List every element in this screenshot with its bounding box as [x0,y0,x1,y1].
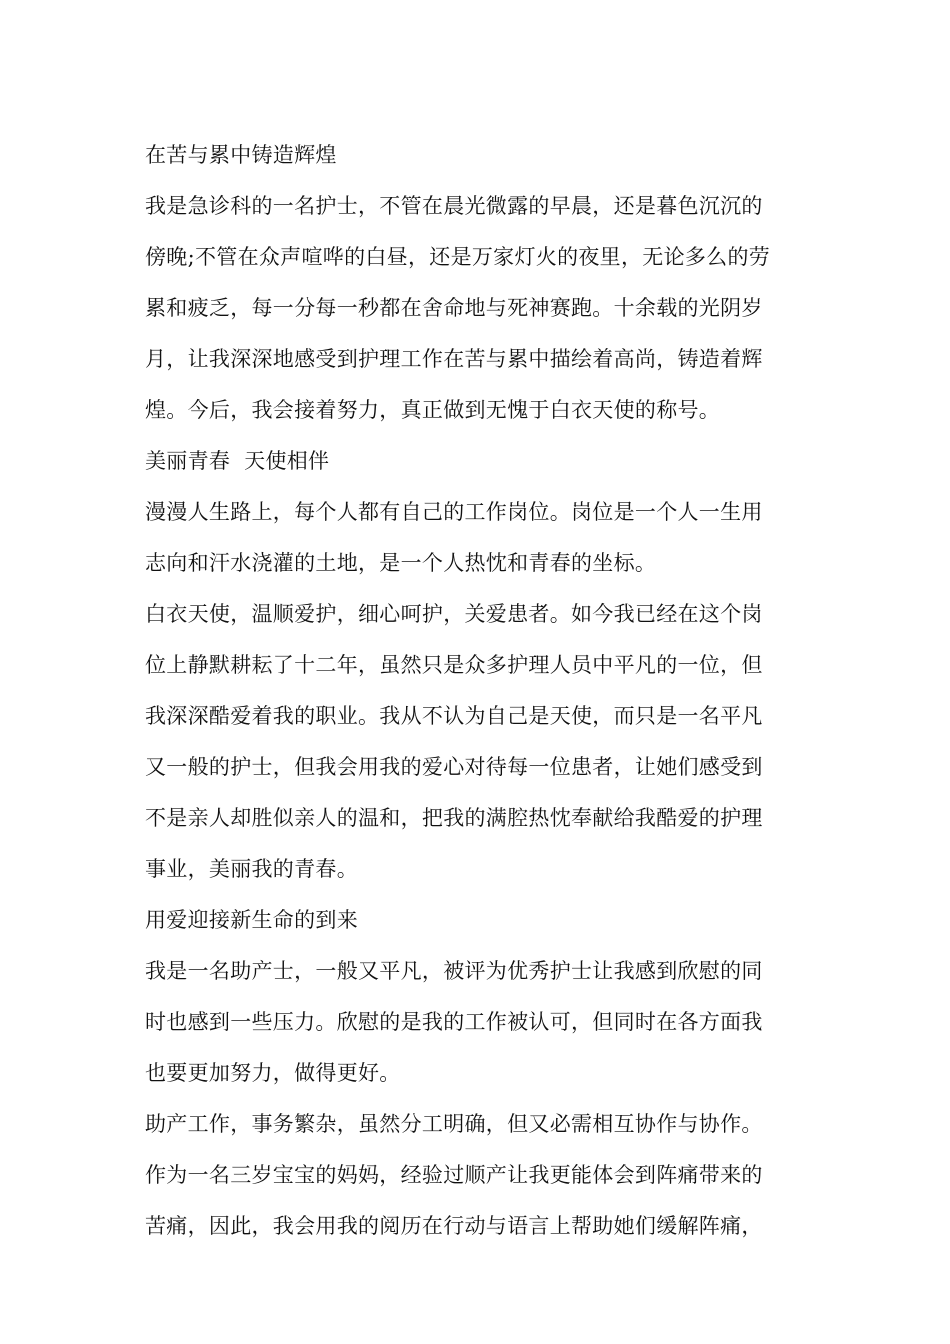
paragraph-line: 漫漫人生路上，每个人都有自己的工作岗位。岗位是一个人一生用 [145,500,763,524]
paragraph-line: 傍晚;不管在众声喧哗的白昼，还是万家灯火的夜里，无论多么的劳 [145,245,771,269]
paragraph-line: 我深深酷爱着我的职业。我从不认为自己是天使，而只是一名平凡 [145,704,763,728]
document-body [145,130,810,1252]
paragraph-line: 我是一名助产士，一般又平凡，被评为优秀护士让我感到欣慰的同 [145,959,763,983]
paragraph-line: 又一般的护士，但我会用我的爱心对待每一位患者，让她们感受到 [145,755,763,779]
paragraph-line: 时也感到一些压力。欣慰的是我的工作被认可，但同时在各方面我 [145,1010,763,1034]
paragraph-line: 累和疲乏，每一分每一秒都在舍命地与死神赛跑。十余载的光阴岁 [145,296,763,320]
paragraph-line: 也要更加努力，做得更好。 [145,1061,401,1085]
paragraph-line: 志向和汗水浇灌的土地，是一个人热忱和青春的坐标。 [145,551,657,575]
section-heading: 用爱迎接新生命的到来 [145,908,358,932]
paragraph-line: 作为一名三岁宝宝的妈妈，经验过顺产让我更能体会到阵痛带来的 [145,1163,763,1187]
paragraph-line: 我是急诊科的一名护士，不管在晨光微露的早晨，还是暮色沉沉的 [145,194,763,218]
paragraph-line: 助产工作，事务繁杂，虽然分工明确，但又必需相互协作与协作。 [145,1112,763,1136]
paragraph-line: 月，让我深深地感受到护理工作在苦与累中描绘着高尚，铸造着辉 [145,347,763,371]
paragraph-line: 煌。今后，我会接着努力，真正做到无愧于白衣天使的称号。 [145,398,721,422]
paragraph-line: 苦痛，因此，我会用我的阅历在行动与语言上帮助她们缓解阵痛， [145,1214,763,1238]
paragraph-line: 白衣天使，温顺爱护，细心呵护，关爱患者。如今我已经在这个岗 [145,602,763,626]
paragraph-line: 位上静默耕耘了十二年，虽然只是众多护理人员中平凡的一位，但 [145,653,763,677]
section-heading: 在苦与累中铸造辉煌 [145,143,337,167]
paragraph-line: 事业，美丽我的青春。 [145,857,358,881]
section-heading: 美丽青春 天使相伴 [145,449,330,473]
paragraph-line: 不是亲人却胜似亲人的温和，把我的满腔热忱奉献给我酷爱的护理 [145,806,763,830]
